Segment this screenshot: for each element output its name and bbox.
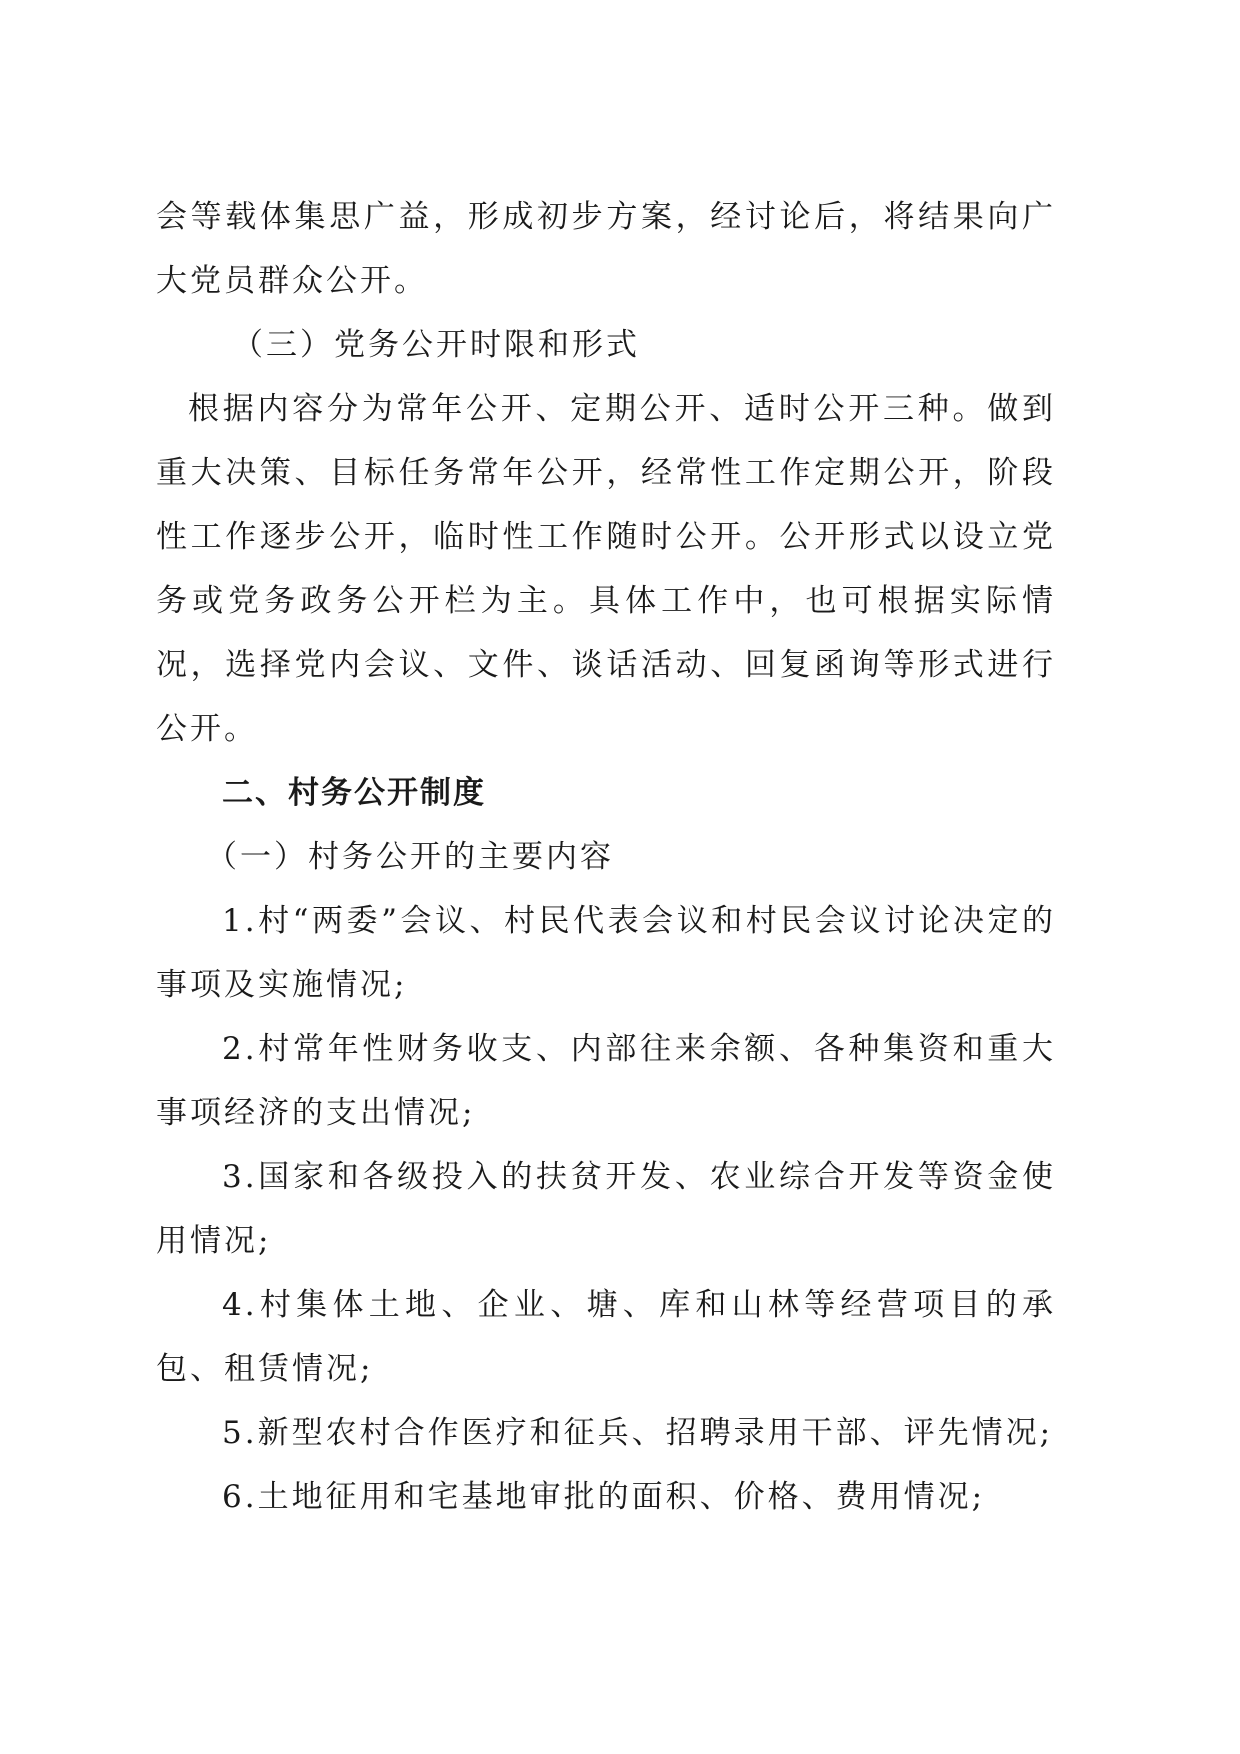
document-body <box>156 185 1056 1529</box>
subheading-main-content: （一）村务公开的主要内容 <box>206 839 614 875</box>
list-item-5: 5.新型农村合作医疗和征兵、招聘录用干部、评先情况; <box>222 1415 1054 1451</box>
list-item-1: 1.村“两委”会议、村民代表会议和村民会议讨论决定的事项及实施情况; <box>156 903 1056 1003</box>
paragraph-continuation: 会等载体集思广益，形成初步方案，经讨论后，将结果向广大党员群众公开。 <box>156 199 1056 299</box>
list-item-2: 2.村常年性财务收支、内部往来余额、各种集资和重大事项经济的支出情况; <box>156 1031 1056 1131</box>
list-item-6: 6.土地征用和宅基地审批的面积、价格、费用情况; <box>222 1479 986 1515</box>
subheading-timing-and-form: （三）党务公开时限和形式 <box>232 327 640 363</box>
list-item-4: 4.村集体土地、企业、塘、库和山林等经营项目的承包、租赁情况; <box>156 1287 1056 1387</box>
list-item-3: 3.国家和各级投入的扶贫开发、农业综合开发等资金使用情况; <box>156 1159 1056 1259</box>
paragraph-timing-and-form: 根据内容分为常年公开、定期公开、适时公开三种。做到重大决策、目标任务常年公开，经常性工作定期公开，阶段性工作逐步公开，临时性工作随时公开。公开形式以设立党务或党务政务公开栏为主。具体工作中，也可根据实际情况，选择党内会议、文件、谈话活动、回复函询等形式进行公开。 <box>156 391 1056 747</box>
section-heading-village-affairs: 二、村务公开制度 <box>222 775 486 811</box>
